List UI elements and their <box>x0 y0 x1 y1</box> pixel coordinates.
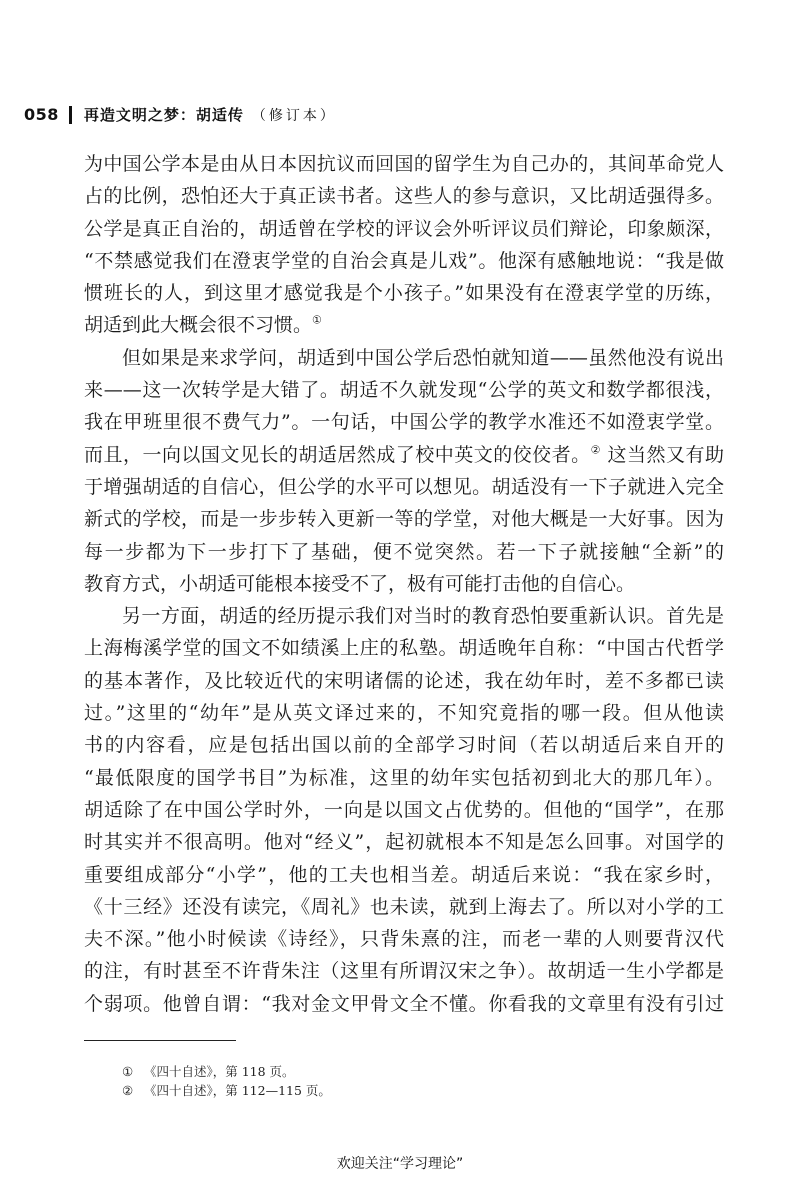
text-line-content: 而且，一向以国文见长的胡适居然成了校中英文的佼佼者。 <box>84 443 591 466</box>
text-line-continuation: 这当然又有助 <box>607 443 724 466</box>
body-text <box>84 148 724 1020</box>
text-line: 来——这一次转学是大错了。胡适不久就发现“公学的英文和数学都很浅， <box>84 379 724 402</box>
text-line-content: 胡适到此大概会很不习惯。 <box>84 314 313 337</box>
footnote-text: 《四十自述》，第 118 页。 <box>144 1064 295 1079</box>
text-line: 占的比例，恐怕还大于真正读书者。这些人的参与意识，又比胡适强得多。 <box>84 185 724 208</box>
text-line: 的基本著作，及比较近代的宋明诸儒的论述，我在幼年时，差不多都已读 <box>84 669 724 692</box>
text-line: 另一方面，胡适的经历提示我们对当时的教育恐怕要重新认识。首先是 <box>122 605 724 628</box>
text-line: 时其实并不很高明。他对“经义”，起初就根本不知是怎么回事。对国学的 <box>84 831 724 854</box>
text-line: 惯班长的人，到这里才感觉我是个小孩子。”如果没有在澄衷学堂的历练， <box>84 282 724 305</box>
text-line <box>84 439 724 471</box>
footnote-ref-1[interactable]: ① <box>312 314 322 328</box>
text-line: 但如果是来求学问，胡适到中国公学后恐怕就知道——虽然他没有说出 <box>122 346 724 369</box>
text-line: 胡适除了在中国公学时外，一向是以国文占优势的。但他的“国学”，在那 <box>84 798 724 821</box>
text-line: 个弱项。他曾自谓：“我对金文甲骨文全不懂。你看我的文章里有没有引过 <box>84 992 724 1015</box>
book-title: 再造文明之梦：胡适传 <box>83 106 244 124</box>
footnote-2 <box>122 1081 331 1100</box>
text-line: “最低限度的国学书目”为标准，这里的幼年实包括初到北大的那几年）。 <box>84 766 724 789</box>
text-line: 《十三经》还没有读完，《周礼》也未读，就到上海去了。所以对小学的工 <box>84 895 724 918</box>
footnote-1 <box>122 1062 331 1081</box>
text-line: 新式的学校，而是一步步转入更新一等的学堂，对他大概是一大好事。因为 <box>84 508 724 531</box>
text-line: 我在甲班里很不费气力”。一句话，中国公学的教学水准还不如澄衷学堂。 <box>84 411 724 434</box>
text-line: 上海梅溪学堂的国文不如绩溪上庄的私塾。胡适晚年自称：“中国古代哲学 <box>84 637 724 660</box>
text-line: 夫不深。”他小时候读《诗经》，只背朱熹的注，而老一辈的人则要背汉代 <box>84 928 724 951</box>
text-line: 的注，有时甚至不许背朱注（这里有所谓汉宋之争）。故胡适一生小学都是 <box>84 960 724 983</box>
text-line: 过。”这里的“幼年”是从英文译过来的，不知究竟指的哪一段。但从他读 <box>84 702 724 725</box>
footnotes <box>122 1062 331 1100</box>
text-line: 于增强胡适的自信心，但公学的水平可以想见。胡适没有一下子就进入完全 <box>84 475 724 498</box>
edition-label: （修订本） <box>251 107 337 124</box>
text-line: 教育方式，小胡适可能根本接受不了，极有可能打击他的自信心。 <box>84 572 636 595</box>
footnote-divider <box>84 1040 236 1041</box>
footnote-text: 《四十自述》，第 112—115 页。 <box>144 1083 331 1098</box>
page-number: 058 <box>24 105 59 124</box>
text-line: 书的内容看，应是包括出国以前的全部学习时间（若以胡适后来自开的 <box>84 734 724 757</box>
page-footer: 欢迎关注“学习理论” <box>336 1156 464 1172</box>
footnote-mark: ② <box>122 1083 134 1098</box>
text-line <box>84 309 724 341</box>
footnote-mark: ① <box>122 1064 134 1079</box>
text-line: 为中国公学本是由从日本因抗议而回国的留学生为自己办的，其间革命党人 <box>84 153 724 175</box>
text-line: 重要组成部分“小学”，他的工夫也相当差。胡适后来说：“我在家乡时， <box>84 863 724 886</box>
footnote-ref-2[interactable]: ② <box>590 443 602 457</box>
text-line: 每一步都为下一步打下了基础，便不觉突然。若一下子就接触“全新”的 <box>84 540 724 563</box>
running-header <box>24 104 337 125</box>
header-divider <box>69 106 72 124</box>
text-line: 公学是真正自治的，胡适曾在学校的评议会外听评议员们辩论，印象颇深， <box>84 217 724 240</box>
text-line: “不禁感觉我们在澄衷学堂的自治会真是儿戏”。他深有感触地说：“我是做 <box>84 249 724 272</box>
